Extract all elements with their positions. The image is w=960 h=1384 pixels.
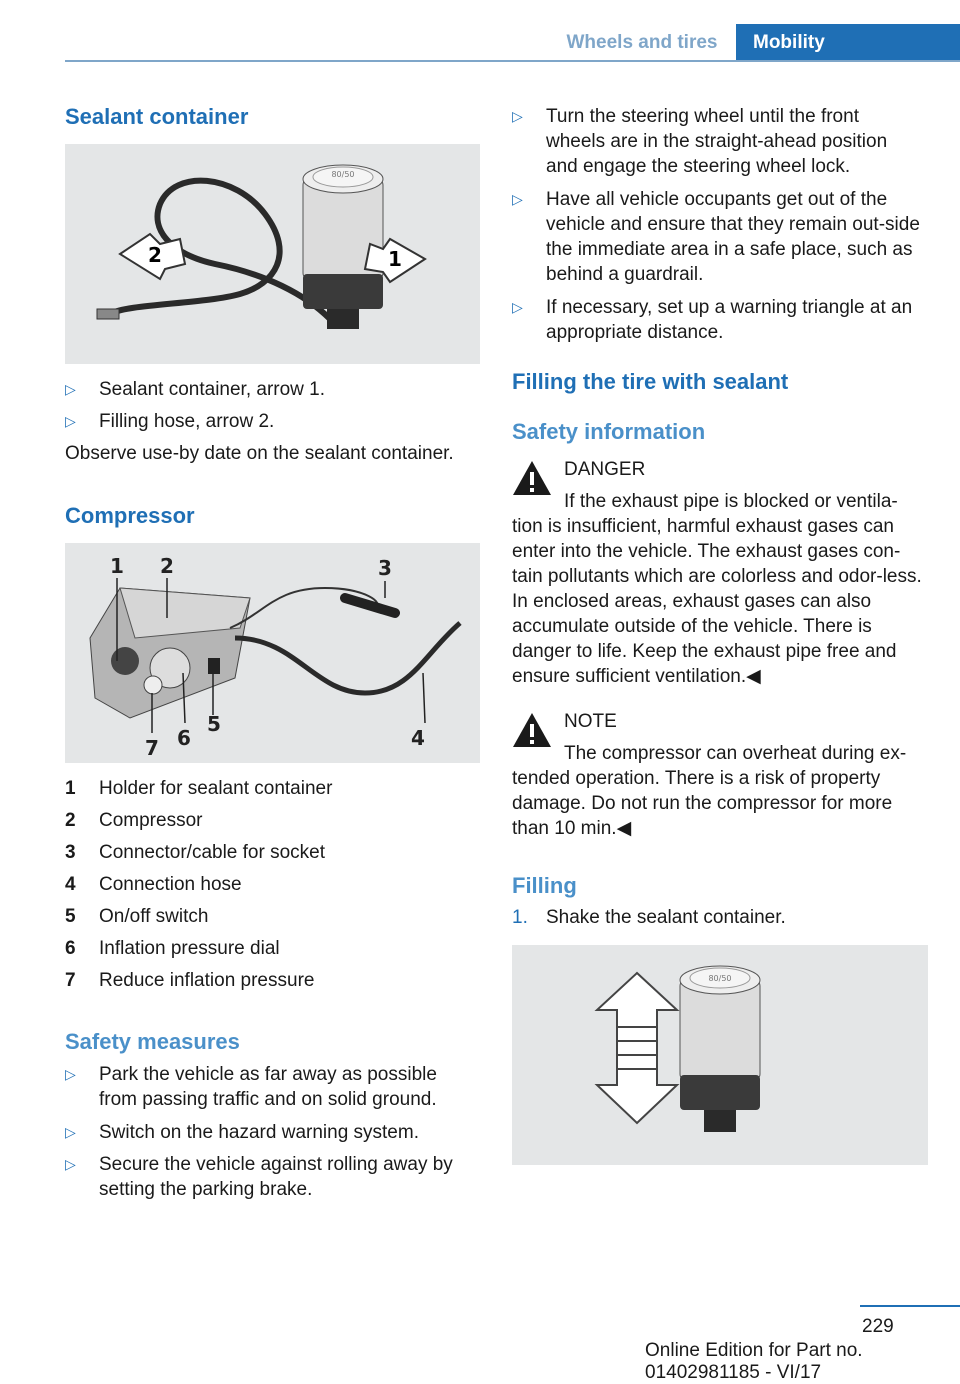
sealant-arrow-label-1: 1	[388, 247, 402, 271]
note-text: tended operation. There is a risk of property damage. Do not run the compressor for more than 10 min.◀	[512, 768, 893, 839]
compressor-callout-1: 1	[110, 554, 124, 578]
sealant-container-heading: Sealant container	[65, 104, 249, 129]
compressor-callout-3: 3	[378, 556, 392, 580]
compressor-callout-6: 6	[177, 726, 191, 750]
triangle-bullet-icon: ▷	[65, 381, 76, 397]
triangle-bullet-icon: ▷	[65, 1156, 76, 1172]
list-item: ▷ Turn the steering wheel until the front wheels are in the straight-ahead position and engage the steering wheel lock.	[512, 106, 888, 177]
warning-triangle-icon	[512, 460, 552, 496]
triangle-bullet-icon: ▷	[65, 1124, 76, 1140]
list-item: ▷ If necessary, set up a warning triangle at an appropriate distance.	[512, 297, 913, 343]
shake-container-illustration	[512, 945, 928, 1165]
compressor-callout-4: 4	[411, 726, 425, 750]
triangle-bullet-icon: ▷	[512, 299, 523, 315]
triangle-bullet-icon: ▷	[65, 413, 76, 429]
shake-container-figure	[512, 945, 928, 1165]
filling-heading: Filling	[512, 873, 577, 898]
compressor-callout-5: 5	[207, 712, 221, 736]
safety-measures-heading: Safety measures	[65, 1029, 240, 1054]
sealant-arrow-label-2: 2	[148, 243, 162, 267]
compressor-callout-7: 7	[145, 736, 159, 760]
danger-text: tion is insufficient, harmful exhaust gases can enter into the vehicle. The exhaust gases con-tain pollutants which are colorless and odor-less. In enclosed areas, exhaust gases can also accumulate outside of the vehicle. There is danger to life. Keep the exhaust pipe free and ensure sufficient ventilation.◀	[512, 516, 922, 687]
list-item: ▷ Sealant container, arrow 1.	[65, 379, 326, 400]
compressor-figure	[65, 543, 480, 763]
footer-rule	[860, 1305, 960, 1307]
triangle-bullet-icon: ▷	[512, 108, 523, 124]
header-chapter-tab: Mobility	[736, 24, 960, 61]
note-label: NOTE	[564, 711, 617, 732]
danger-text-first-line: If the exhaust pipe is blocked or ventila-	[564, 491, 898, 512]
sealant-container-illustration	[65, 144, 480, 364]
compressor-illustration	[65, 543, 480, 763]
edition-note: Online Edition for Part no. 01402981185 - VI/17	[645, 1340, 863, 1383]
filling-tire-heading: Filling the tire with sealant	[512, 369, 789, 394]
can-cap-label: 80/50	[331, 170, 355, 179]
triangle-bullet-icon: ▷	[512, 191, 523, 207]
list-item: ▷ Have all vehicle occupants get out of the vehicle and ensure that they remain out-side the immediate area in a safe place, such as behind a guardrail.	[512, 189, 920, 285]
danger-label: DANGER	[564, 459, 646, 480]
list-item: ▷ Switch on the hazard warning system.	[65, 1122, 419, 1143]
compressor-heading: Compressor	[65, 503, 195, 528]
note-text-first-line: The compressor can overheat during ex-	[564, 743, 907, 764]
triangle-bullet-icon: ▷	[65, 1066, 76, 1082]
page-number: 229	[862, 1316, 894, 1337]
warning-triangle-icon	[512, 712, 552, 748]
safety-info-heading: Safety information	[512, 419, 706, 444]
header-rule	[65, 60, 960, 62]
header-section-title: Wheels and tires	[566, 31, 718, 53]
list-item: ▷ Secure the vehicle against rolling away by setting the parking brake.	[65, 1154, 453, 1200]
list-item: ▷ Filling hose, arrow 2.	[65, 411, 275, 432]
compressor-callout-2: 2	[160, 554, 174, 578]
can-cap-label: 80/50	[708, 974, 732, 983]
list-item: ▷ Park the vehicle as far away as possible from passing traffic and on solid ground.	[65, 1064, 437, 1110]
use-by-note: Observe use-by date on the sealant container.	[65, 443, 454, 464]
sealant-container-figure	[65, 144, 480, 364]
